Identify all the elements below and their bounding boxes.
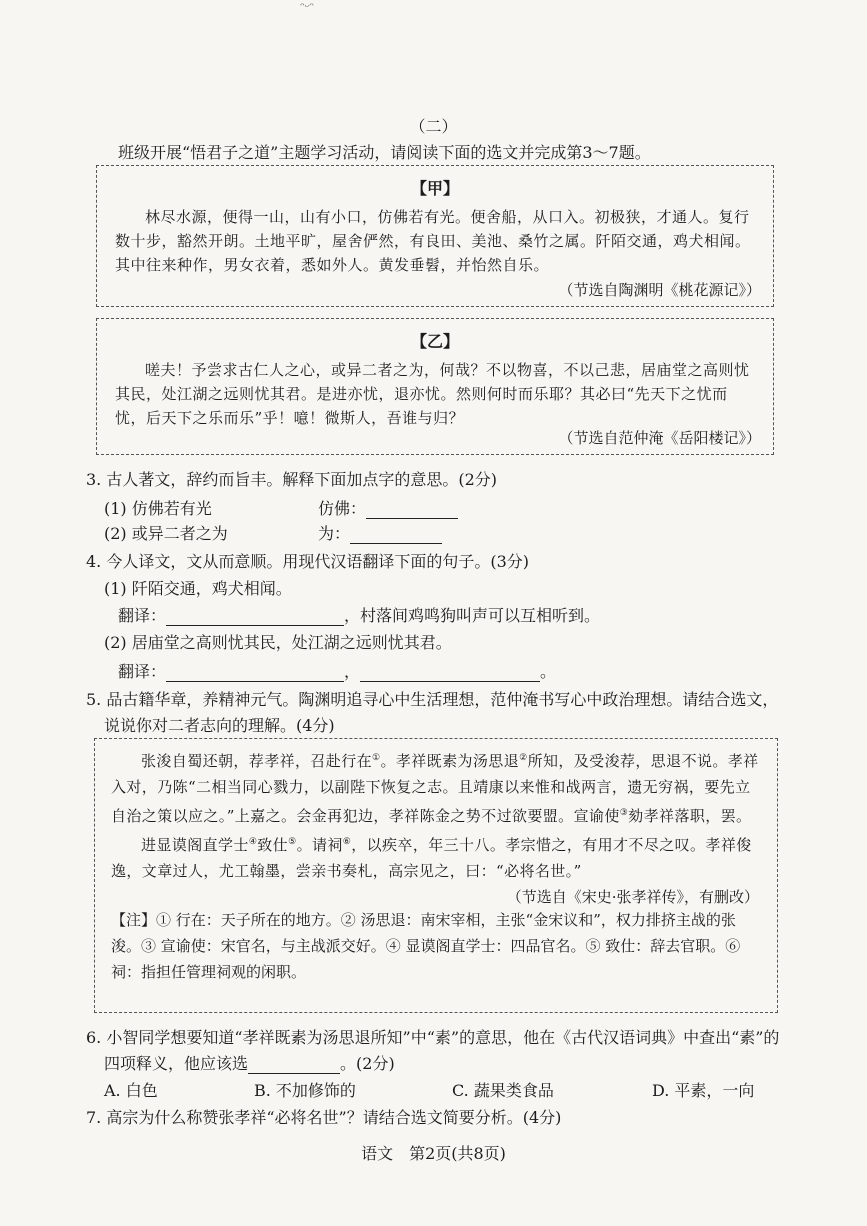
passage-yi-box	[96, 318, 774, 455]
note-ref-3: ③	[619, 808, 629, 818]
q4-answer1	[118, 603, 600, 626]
q3-blank2[interactable]	[350, 527, 442, 544]
note-ref-6: ⑥	[342, 837, 352, 847]
q6-line2-suffix: 。(2分)	[340, 1054, 395, 1073]
note-ref-1: ①	[372, 753, 381, 763]
q4-item1-suffix: ，村落间鸡鸣狗叫声可以互相听到。	[344, 606, 601, 625]
q6-option-d[interactable]: D. 平素，一向	[652, 1081, 755, 1100]
q3-blank1[interactable]	[366, 502, 458, 519]
passage-bing-box	[94, 738, 778, 1013]
q4-item2-prefix: 翻译：	[118, 662, 167, 681]
q3-item1-label: 仿佛：	[318, 499, 367, 518]
q6-line1: 6. 小智同学想要知道“孝祥既素为汤思退所知”中“素”的意思，他在《古代汉语词典》中查出“素”的	[86, 1028, 780, 1047]
note-ref-4: ④	[248, 837, 258, 847]
q6-option-a[interactable]: A. 白色	[104, 1081, 158, 1100]
passage-yi-title: 【乙】	[410, 332, 459, 351]
passage-jia-body: 林尽水源，便得一山，山有小口，仿佛若有光。便舍船，从口入。初极狭，才通人。复行数十步，豁然开朗。土地平旷，屋舍俨然，有良田、美池、桑竹之属。阡陌交通，鸡犬相闻。其中往来种作，男女衣着，悉如外人。黄发垂髫，并怡然自乐。	[115, 208, 751, 274]
q3-item1: (1) 仿佛若有光	[104, 499, 212, 518]
q4-answer2	[118, 659, 556, 682]
q3-item2: (2) 或异二者之为	[104, 524, 228, 543]
note-ref-2: ②	[519, 753, 528, 763]
passage-yi-source: （节选自范仲淹《岳阳楼记》）	[558, 429, 761, 447]
q4-item2-end: 。	[540, 662, 557, 681]
passage-jia-title: 【甲】	[410, 179, 459, 198]
q3-answer1	[318, 496, 458, 519]
q6-line2	[104, 1051, 395, 1074]
section-heading: （二）	[409, 117, 458, 136]
passage-bing-p2: 进显谟阁直学士④致仕⑤。请祠⑥，以疾卒，年三十八。孝宗惜之，有用才不尽之叹。孝祥俊逸，文章过人，尤工翰墨，尝亲书奏札，高宗见之，曰：“必将名世。”	[111, 836, 752, 880]
intro-text: 班级开展“悟君子之道”主题学习活动，请阅读下面的选文并完成第3～7题。	[118, 143, 651, 162]
passage-jia-box	[96, 165, 774, 307]
top-mark: ᵔᵕᵔ	[300, 0, 314, 14]
note-ref-5: ⑤	[288, 837, 297, 847]
q4-item2: (2) 居庙堂之高则忧其民，处江湖之远则忧其君。	[104, 633, 452, 652]
passage-jia-source: （节选自陶渊明《桃花源记》）	[558, 281, 761, 299]
page-footer: 语文 第2页(共8页)	[361, 1144, 506, 1163]
q6-option-c[interactable]: C. 蔬果类食品	[452, 1081, 554, 1100]
q4-stem: 4. 今人译文，文从而意顺。用现代汉语翻译下面的句子。(3分)	[86, 552, 530, 571]
q5-line2: 说说你对二者志向的理解。(4分)	[104, 716, 335, 735]
q4-blank1[interactable]	[166, 609, 344, 626]
passage-bing-p1: 张浚自蜀还朝，荐孝祥，召赴行在①。孝祥既素为汤思退②所知，及受浚荐，思退不说。孝祥入对，乃陈“二相当同心戮力，以副陛下恢复之志。且靖康以来惟和战两言，遗无穷祸，要先立自治之策以应之。”上嘉之。会金再犯边，孝祥陈金之势不过欲要盟。宣谕使③劾孝祥落职，罢。	[111, 752, 759, 825]
q4-blank2a[interactable]	[166, 665, 344, 682]
q3-answer2	[318, 521, 442, 544]
q4-item2-sep: ，	[344, 662, 361, 681]
q4-item1-prefix: 翻译：	[118, 606, 167, 625]
passage-bing-notes: 【注】① 行在：天子所在的地方。② 汤思退：南宋宰相，主张“金宋议和”，权力排挤主战的张浚。③ 宣谕使：宋官名，与主战派交好。④ 显谟阁直学士：四品官名。⑤ 致仕：辞去官职。⑥ 祠：指担任管理祠观的闲职。	[111, 911, 741, 981]
q3-stem: 3. 古人著文，辞约而旨丰。解释下面加点字的意思。(2分)	[86, 470, 498, 489]
q4-item1: (1) 阡陌交通，鸡犬相闻。	[104, 579, 292, 598]
q6-blank[interactable]	[248, 1057, 340, 1074]
q3-item2-label: 为：	[318, 524, 351, 543]
q6-line2-prefix: 四项释义，他应该选	[104, 1054, 249, 1073]
q6-option-b[interactable]: B. 不加修饰的	[254, 1081, 356, 1100]
q7-stem: 7. 高宗为什么称赞张孝祥“必将名世”？请结合选文简要分析。(4分)	[86, 1108, 562, 1127]
q4-blank2b[interactable]	[360, 665, 540, 682]
q5-line1: 5. 品古籍华章，养精神元气。陶渊明追寻心中生活理想，范仲淹书写心中政治理想。请结合选文，	[86, 690, 779, 709]
passage-yi-body: 嗟夫！予尝求古仁人之心，或异二者之为，何哉？不以物喜，不以己悲，居庙堂之高则忧其民，处江湖之远则忧其君。是进亦忧，退亦忧。然则何时而乐耶？其必曰“先天下之忧而忧，后天下之乐而乐”乎！噫！微斯人，吾谁与归？	[115, 361, 750, 427]
passage-bing-source: （节选自《宋史·张孝祥传》，有删改）	[506, 888, 759, 906]
